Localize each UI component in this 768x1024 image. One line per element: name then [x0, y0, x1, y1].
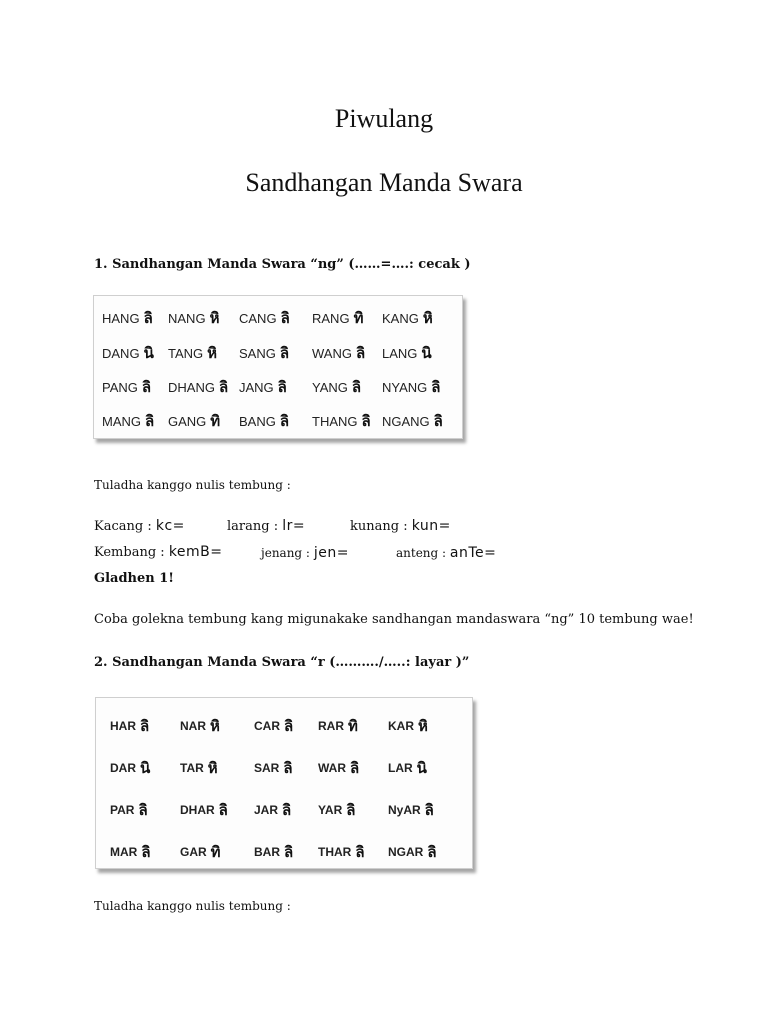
- latin-syllable: YANG: [312, 379, 348, 395]
- latin-syllable: THANG: [312, 413, 358, 429]
- table-cell: [318, 756, 358, 780]
- table-cell: [312, 341, 364, 365]
- aksara-glyph: ลิ: [145, 412, 154, 430]
- example-word: Kacang :: [94, 519, 152, 534]
- latin-syllable: NYANG: [382, 379, 428, 395]
- section2-example-label: Tuladha kanggo nulis tembung :: [94, 899, 291, 913]
- table-cell: [318, 798, 354, 822]
- example-aksara: kun=: [411, 518, 451, 534]
- section2-table-image: [95, 697, 473, 869]
- table-cell: [388, 798, 433, 822]
- latin-syllable: WANG: [312, 345, 352, 361]
- aksara-glyph: ลิ: [218, 378, 228, 396]
- latin-syllable: PAR: [110, 803, 135, 817]
- table-cell: [312, 409, 370, 433]
- latin-syllable: CAR: [254, 719, 280, 733]
- aksara-glyph: ลิ: [143, 309, 152, 327]
- latin-syllable: TANG: [168, 345, 204, 361]
- latin-syllable: RAR: [318, 719, 344, 733]
- aksara-glyph: ลิ: [138, 801, 147, 819]
- aksara-glyph: ลิ: [277, 378, 286, 396]
- example-kembang: [94, 544, 223, 560]
- aksara-glyph: ลิ: [141, 843, 150, 861]
- table-cell: [318, 840, 364, 864]
- example-kacang: [94, 518, 185, 534]
- example-word: Kembang :: [94, 545, 165, 560]
- aksara-glyph: ลิ: [351, 378, 361, 396]
- latin-syllable: NGANG: [382, 413, 430, 429]
- table-cell: [110, 798, 147, 822]
- aksara-glyph: ลิ: [279, 344, 289, 362]
- latin-syllable: DHAR: [180, 803, 215, 817]
- section1-example-label: Tuladha kanggo nulis tembung :: [94, 478, 291, 492]
- aksara-glyph: หิ: [207, 344, 217, 362]
- latin-syllable: SAR: [254, 761, 280, 775]
- table-cell: [388, 756, 426, 780]
- table-cell: [180, 714, 219, 738]
- latin-syllable: GAR: [180, 845, 207, 859]
- latin-syllable: NANG: [168, 310, 206, 326]
- latin-syllable: DHANG: [168, 379, 215, 395]
- aksara-glyph: ลิ: [427, 843, 436, 861]
- table-cell: [168, 409, 219, 433]
- table-cell: [102, 341, 153, 365]
- exercise-text: Coba golekna tembung kang migunakake sandhangan mandaswara “ng” 10 tembung wae!: [94, 612, 694, 627]
- latin-syllable: WAR: [318, 761, 346, 775]
- exercise-title: Gladhen 1!: [94, 571, 175, 586]
- latin-syllable: MAR: [110, 845, 138, 859]
- aksara-glyph: หิ: [422, 309, 432, 327]
- table-cell: [102, 375, 150, 399]
- example-anteng: [396, 545, 496, 561]
- example-kunang: [350, 518, 451, 534]
- example-aksara: anTe=: [449, 545, 497, 561]
- example-word: jenang :: [261, 546, 310, 560]
- latin-syllable: TAR: [180, 761, 204, 775]
- latin-syllable: THAR: [318, 845, 352, 859]
- latin-syllable: CANG: [239, 310, 277, 326]
- aksara-glyph: ลิ: [424, 801, 433, 819]
- table-cell: [254, 840, 292, 864]
- latin-syllable: LANG: [382, 345, 418, 361]
- table-cell: [254, 714, 292, 738]
- aksara-glyph: หิ: [418, 717, 427, 735]
- aksara-glyph: ลิ: [218, 801, 227, 819]
- aksara-glyph: ลิ: [431, 378, 440, 396]
- page-title: Piwulang: [334, 104, 434, 133]
- aksara-glyph: ลิ: [433, 412, 442, 430]
- latin-syllable: PANG: [102, 379, 138, 395]
- table-cell: [168, 375, 227, 399]
- latin-syllable: BAR: [254, 845, 280, 859]
- table-cell: [110, 714, 148, 738]
- latin-syllable: HANG: [102, 310, 140, 326]
- latin-syllable: GANG: [168, 413, 207, 429]
- section1-table-grid: [94, 296, 462, 438]
- table-cell: [318, 714, 357, 738]
- latin-syllable: LAR: [388, 761, 413, 775]
- aksara-glyph: หิ: [209, 309, 219, 327]
- latin-syllable: DAR: [110, 761, 136, 775]
- latin-syllable: BANG: [239, 413, 276, 429]
- latin-syllable: YAR: [318, 803, 343, 817]
- table-cell: [102, 409, 153, 433]
- latin-syllable: NyAR: [388, 803, 421, 817]
- example-word: anteng :: [396, 546, 447, 560]
- table-cell: [180, 756, 217, 780]
- example-aksara: lr=: [282, 518, 306, 534]
- example-aksara: kc=: [155, 518, 185, 534]
- aksara-glyph: ลิ: [282, 801, 291, 819]
- aksara-glyph: ทิ: [210, 843, 220, 861]
- aksara-glyph: ลิ: [346, 801, 355, 819]
- aksara-glyph: นิ: [143, 344, 153, 362]
- section2-heading: 2. Sandhangan Manda Swara “r (………./…..: layar )”: [94, 655, 470, 670]
- aksara-glyph: ลิ: [279, 412, 289, 430]
- aksara-glyph: หิ: [210, 717, 219, 735]
- table-cell: [388, 714, 427, 738]
- table-cell: [110, 756, 149, 780]
- latin-syllable: JANG: [239, 379, 274, 395]
- aksara-glyph: ลิ: [355, 843, 364, 861]
- table-cell: [312, 306, 362, 330]
- table-cell: [388, 840, 436, 864]
- aksara-glyph: ลิ: [283, 759, 292, 777]
- table-cell: [382, 375, 439, 399]
- aksara-glyph: ลิ: [355, 344, 365, 362]
- table-cell: [382, 306, 432, 330]
- latin-syllable: MANG: [102, 413, 141, 429]
- aksara-glyph: ลิ: [141, 378, 151, 396]
- latin-syllable: HAR: [110, 719, 136, 733]
- table-cell: [312, 375, 360, 399]
- latin-syllable: KANG: [382, 310, 419, 326]
- table-cell: [110, 840, 150, 864]
- table-cell: [239, 306, 289, 330]
- latin-syllable: RANG: [312, 310, 350, 326]
- example-aksara: jen=: [313, 545, 349, 561]
- table-cell: [382, 409, 442, 433]
- table-cell: [239, 341, 288, 365]
- table-cell: [239, 409, 288, 433]
- aksara-glyph: ลิ: [140, 717, 149, 735]
- latin-syllable: KAR: [388, 719, 414, 733]
- latin-syllable: NAR: [180, 719, 206, 733]
- aksara-glyph: ลิ: [284, 717, 293, 735]
- aksara-glyph: ทิ: [348, 717, 357, 735]
- table-cell: [180, 798, 227, 822]
- example-jenang: [261, 545, 349, 561]
- table-cell: [168, 341, 216, 365]
- section1-table-image: [93, 295, 463, 439]
- aksara-glyph: ลิ: [280, 309, 289, 327]
- table-cell: [180, 840, 220, 864]
- page-subtitle: Sandhangan Manda Swara: [245, 168, 523, 197]
- aksara-glyph: หิ: [207, 759, 217, 777]
- latin-syllable: NGAR: [388, 845, 424, 859]
- latin-syllable: SANG: [239, 345, 276, 361]
- section2-table-grid: [96, 698, 472, 868]
- example-aksara: kemB=: [168, 544, 223, 560]
- table-cell: [102, 306, 152, 330]
- example-word: kunang :: [350, 519, 408, 534]
- aksara-glyph: ลิ: [350, 759, 359, 777]
- aksara-glyph: นิ: [421, 344, 431, 362]
- aksara-glyph: ลิ: [284, 843, 293, 861]
- latin-syllable: JAR: [254, 803, 279, 817]
- aksara-glyph: นิ: [140, 759, 150, 777]
- table-cell: [168, 306, 218, 330]
- table-cell: [382, 341, 431, 365]
- table-cell: [239, 375, 286, 399]
- example-larang: [227, 518, 305, 534]
- section1-heading: 1. Sandhangan Manda Swara “ng” (……=….: cecak ): [94, 257, 471, 272]
- aksara-glyph: นิ: [416, 759, 426, 777]
- aksara-glyph: ลิ: [361, 412, 370, 430]
- aksara-glyph: ทิ: [210, 412, 220, 430]
- example-word: larang :: [227, 519, 279, 534]
- table-cell: [254, 798, 290, 822]
- aksara-glyph: ทิ: [353, 309, 363, 327]
- latin-syllable: DANG: [102, 345, 140, 361]
- table-cell: [254, 756, 292, 780]
